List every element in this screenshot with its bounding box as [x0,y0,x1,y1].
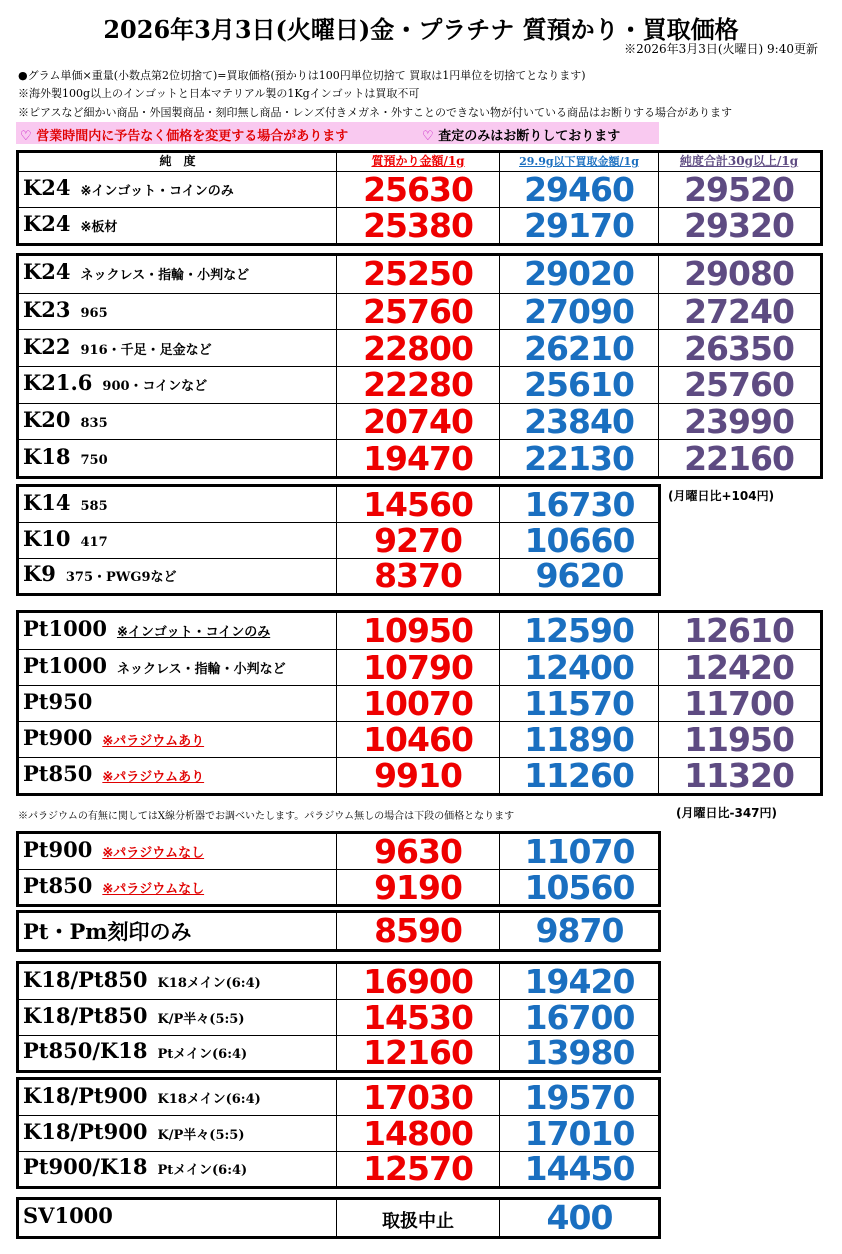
buy-cell [500,1200,659,1236]
purity-name: Pt850/K18 [23,1038,148,1064]
bulk-cell [659,208,819,243]
purity-name: K21.6 [23,370,93,396]
buy-price: 12400 [524,648,634,687]
purity-name: SV1000 [23,1203,113,1228]
price-block-combo-pt850 [16,961,661,1073]
purity-cell [19,686,337,721]
purity-cell [19,1152,337,1186]
bulk-cell [659,686,819,721]
purity-detail: 585 [80,498,108,514]
purity-detail: 375・PWG9など [65,570,177,586]
deposit-price: 25380 [363,206,473,245]
purity-name: K22 [23,333,71,359]
header-purity: 純 度 [19,153,337,171]
purity-cell [19,404,337,440]
buy-cell [500,484,659,524]
purity-detail: ※パラジウムなし [102,845,205,861]
buy-cell [500,1033,659,1073]
purity-detail: ※インゴット・コインのみ [116,625,271,640]
deposit-cell [337,1149,500,1189]
bulk-price: 26350 [684,328,794,368]
buy-cell [500,404,659,440]
heart-icon: ♡ [20,129,32,144]
bulk-price: 29080 [684,254,794,294]
deposit-price: 25250 [363,254,473,294]
purity-name: K23 [23,296,71,322]
purity-detail: ※パラジウムなし [102,881,205,897]
purity-name: K20 [23,406,71,432]
buy-cell [500,961,659,1001]
purity-cell [19,834,337,869]
deposit-cell [337,913,500,949]
buy-cell [500,613,659,649]
purity-name: K18/Pt850 [23,1002,148,1028]
deposit-price: 10070 [363,684,473,723]
notice-right: ♡ 査定のみはお断りしております [422,129,621,144]
bulk-price: 25760 [684,365,794,405]
purity-detail: 900・コインなど [102,379,208,395]
bulk-price: 27240 [684,292,794,331]
deposit-cell [337,367,500,403]
purity-cell [19,1116,337,1150]
bulk-price: 11700 [684,684,794,723]
purity-cell [19,294,337,330]
buy-cell [500,650,659,685]
deposit-price: 14530 [363,998,473,1037]
notice-banner [16,122,659,144]
buy-price: 29020 [524,254,634,294]
deposit-price: 8370 [374,556,462,596]
buy-cell [500,208,659,243]
purity-name: K18 [23,443,71,469]
deposit-price: 9910 [374,756,462,795]
bulk-cell [659,172,819,207]
deposit-cell [337,256,500,293]
purity-name: Pt900/K18 [23,1154,148,1180]
deposit-price: 22280 [363,365,473,405]
deposit-price: 25760 [363,292,473,331]
bulk-cell [659,650,819,685]
buy-price: 16700 [524,998,635,1037]
purity-cell [19,523,337,557]
header-buy: 29.9g以下買取金額/1g [500,153,659,171]
deposit-cell [337,1077,500,1117]
price-block-gold-high [16,253,823,479]
bulk-cell [659,613,819,649]
deposit-price: 17030 [363,1077,473,1117]
purity-cell [19,487,337,522]
deposit-cell [337,404,500,440]
deposit-cell [337,330,500,366]
deposit-price: 9190 [374,867,462,907]
purity-detail: 965 [80,305,108,321]
price-row [19,913,658,949]
buy-price: 19420 [524,961,635,1001]
deposit-cell [337,998,500,1037]
purity-cell [19,440,337,476]
price-block-silver [16,1197,661,1239]
price-row [19,556,658,596]
price-row [19,649,820,685]
purity-cell [19,913,337,949]
buy-price: 9620 [535,556,624,596]
bulk-price: 11320 [684,756,794,795]
buy-price: 10560 [524,867,635,907]
bulk-price: 29520 [684,170,794,209]
deposit-price: 9630 [374,831,462,871]
deposit-status: 取扱中止 [382,1211,454,1232]
buy-price: 27090 [524,292,634,331]
buy-cell [500,556,659,596]
purity-name: K10 [23,525,71,551]
bulk-cell [659,330,819,366]
deposit-cell [337,613,500,649]
deposit-price: 19470 [363,438,473,478]
deposit-price: 10460 [363,720,473,759]
deposit-cell [337,521,500,560]
purity-cell [19,256,337,293]
buy-price: 16730 [524,484,635,524]
deposit-price: 20740 [363,402,473,441]
price-block-platinum [16,610,823,796]
deposit-price: 14800 [363,1114,473,1153]
bulk-price: 12420 [684,648,794,687]
updated-timestamp: ※2026年3月3日(火曜日) 9:40更新 [624,42,818,56]
buy-price: 17010 [524,1114,635,1153]
deposit-price: 14560 [363,484,473,524]
price-row [19,1114,658,1153]
bulk-cell [659,367,819,403]
buy-cell [500,867,659,907]
purity-cell [19,650,337,685]
price-row [19,403,820,440]
buy-price: 23840 [524,402,634,441]
buy-price: 29170 [524,206,634,245]
deposit-cell [337,831,500,871]
purity-detail: 417 [80,534,108,550]
buy-price: 14450 [524,1149,635,1189]
deposit-price: 10950 [363,611,473,650]
purity-name: Pt950 [23,689,93,714]
heart-icon: ♡ [422,129,434,144]
price-row [19,293,820,330]
buy-price: 22130 [524,438,634,478]
purity-detail: ※板材 [80,220,118,235]
price-row [19,1077,658,1117]
deposit-cell [337,1114,500,1153]
gold-change-note: (月曜日比+104円) [668,489,775,503]
purity-name: Pt・Pm刻印のみ [23,919,192,944]
buy-price: 400 [546,1198,613,1237]
purity-name: K14 [23,489,71,515]
deposit-price: 22800 [363,328,473,368]
price-block-pt-no-palladium [16,831,661,907]
header-bulk: 純度合計30g以上/1g [679,154,799,168]
purity-cell [19,1080,337,1115]
price-row [19,961,658,1001]
buy-price: 12590 [524,611,634,650]
price-row [19,1033,658,1073]
purity-cell [19,172,337,207]
purity-name: Pt850 [23,872,93,898]
buy-price: 9870 [535,911,624,950]
buy-price: 11570 [524,684,634,723]
purity-cell [19,722,337,757]
purity-detail: K18メイン(6:4) [157,975,261,991]
purity-name: K24 [23,175,71,200]
deposit-cell [337,484,500,524]
page-title: 2026年3月3日(火曜日)金・プラチナ 質預かり・買取価格 [103,15,739,44]
notice-left: ♡ 営業時間内に予告なく価格を変更する場合があります [20,129,349,144]
buy-cell [500,1077,659,1117]
purity-name: K18/Pt900 [23,1118,148,1144]
deposit-cell [337,1033,500,1073]
deposit-price: 12160 [363,1033,473,1073]
price-row [19,867,658,907]
deposit-price: 9270 [374,521,462,560]
header-deposit: 質預かり金額/1g [337,153,500,171]
purity-cell [19,330,337,366]
price-row [19,757,820,793]
price-row [19,998,658,1037]
price-row [19,484,658,524]
price-block-k24-ingot [16,150,823,246]
purity-name: Pt900 [23,725,93,750]
buy-cell [500,758,659,793]
buy-cell [500,1114,659,1153]
bulk-cell [659,722,819,757]
purity-cell [19,559,337,593]
price-row [19,685,820,721]
note-calculation: ●グラム単価×重量(小数点第2位切捨て)=買取価格(預かりは100円単位切捨て 買取は1円単位を切捨てとなります) [18,69,586,82]
purity-cell [19,870,337,904]
price-row [19,521,658,560]
price-row [19,439,820,476]
buy-cell [500,521,659,560]
buy-price: 26210 [524,328,634,368]
buy-price: 11070 [524,831,635,871]
purity-name: K24 [23,211,71,236]
purity-cell [19,613,337,649]
table-header [19,153,820,171]
price-row [19,171,820,207]
buy-cell [500,330,659,366]
purity-name: Pt900 [23,836,93,862]
bulk-cell [659,440,819,476]
deposit-cell [337,722,500,757]
purity-name: Pt1000 [23,616,107,641]
deposit-cell [337,208,500,243]
purity-cell [19,1000,337,1034]
price-row [19,366,820,403]
purity-cell [19,964,337,999]
buy-cell [500,256,659,293]
purity-cell [19,367,337,403]
buy-cell [500,831,659,871]
purity-detail: Ptメイン(6:4) [157,1163,248,1179]
palladium-note: ※パラジウムの有無に関してはX線分析器でお調べいたします。パラジウム無しの場合は下段の価格となります [18,811,515,822]
price-block-gold-low [16,484,661,596]
buy-cell [500,367,659,403]
purity-detail: 916・千足・足金など [80,342,212,358]
purity-name: Pt1000 [23,653,107,678]
purity-name: K18/Pt900 [23,1082,148,1108]
purity-cell [19,1200,337,1236]
deposit-cell [337,556,500,596]
price-row [19,1149,658,1189]
buy-cell [500,686,659,721]
price-row [19,1200,658,1236]
bulk-cell [659,294,819,330]
buy-cell [500,998,659,1037]
purity-detail: 750 [80,452,108,468]
purity-detail: ※パラジウムあり [102,770,205,785]
price-row [19,831,658,871]
purity-detail: 835 [80,415,108,431]
pt-change-note: (月曜日比-347円) [676,806,777,820]
deposit-price: 25630 [363,170,473,209]
deposit-price: 10790 [363,648,473,687]
price-row [19,613,820,649]
deposit-cell [337,440,500,476]
bulk-cell [659,758,819,793]
purity-name: K18/Pt850 [23,966,148,992]
buy-price: 11260 [524,756,634,795]
bulk-cell [659,256,819,293]
purity-detail: ※パラジウムあり [102,734,205,749]
buy-cell [500,440,659,476]
deposit-cell [337,172,500,207]
price-block-combo-pt900 [16,1077,661,1189]
bulk-price: 29320 [684,206,794,245]
purity-name: K24 [23,259,71,285]
price-row [19,256,820,293]
bulk-cell [659,404,819,440]
buy-price: 11890 [524,720,634,759]
deposit-cell [337,867,500,907]
purity-cell [19,758,337,793]
deposit-price: 16900 [363,961,473,1001]
bulk-price: 23990 [684,402,794,441]
buy-price: 29460 [524,170,634,209]
purity-detail: Ptメイン(6:4) [157,1047,248,1063]
deposit-cell [337,294,500,330]
deposit-cell [337,961,500,1001]
bulk-price: 11950 [684,720,794,759]
buy-cell [500,1149,659,1189]
deposit-price: 8590 [374,911,462,950]
purity-detail: ※インゴット・コインのみ [80,184,234,199]
deposit-cell [337,650,500,685]
deposit-cell [337,758,500,793]
buy-price: 25610 [524,365,634,405]
buy-cell [500,722,659,757]
price-row [19,207,820,243]
price-row [19,721,820,757]
purity-name: K9 [23,561,56,587]
purity-name: Pt850 [23,761,93,786]
purity-detail: ネックレス・指輪・小判など [80,268,250,284]
buy-cell [500,172,659,207]
buy-price: 19570 [524,1077,635,1117]
buy-cell [500,913,659,949]
purity-detail: K18メイン(6:4) [157,1091,261,1107]
deposit-cell [337,1200,500,1236]
deposit-price: 12570 [363,1149,473,1189]
price-block-pt-stamp [16,910,661,952]
buy-price: 10660 [524,521,635,560]
purity-detail: K/P半々(5:5) [157,1011,245,1027]
buy-price: 13980 [524,1033,635,1073]
buy-cell [500,294,659,330]
bulk-price: 12610 [684,611,794,650]
note-refusal: ※ピアスなど細かい商品・外国製商品・刻印無し商品・レンズ付きメガネ・外すことのできない物が付いている商品はお断りする場合があります [18,106,732,119]
note-ingot: ※海外製100g以上のインゴットと日本マテリアル製の1Kgインゴットは買取不可 [18,87,420,100]
deposit-cell [337,686,500,721]
purity-cell [19,1036,337,1070]
purity-detail: K/P半々(5:5) [157,1127,245,1143]
bulk-price: 22160 [684,438,794,478]
purity-cell [19,208,337,243]
purity-detail: ネックレス・指輪・小判など [116,662,286,677]
price-row [19,329,820,366]
